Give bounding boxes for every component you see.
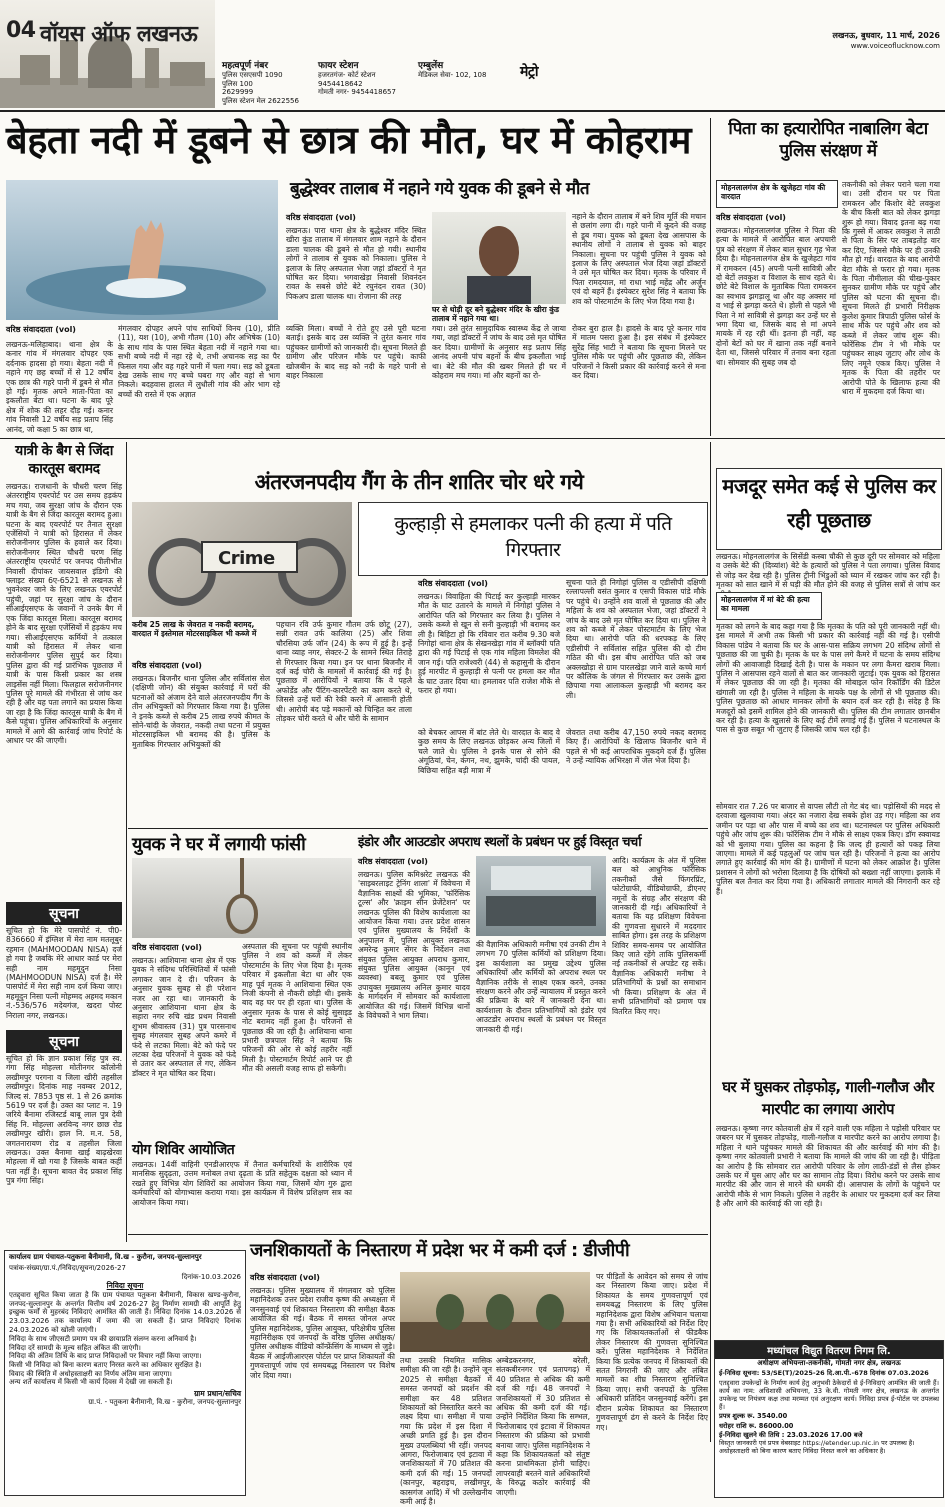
tender-left-subheader: पत्रांक-संख्या/ग्रा.पं./निविदा/सूचना/2026-27: [9, 1264, 126, 1272]
right-top-para-2: तकनीकी को लेकर पराने चला गया था। उसी दौरान घर पर पिता रामकरन और किशोर बेटे लवकुश के बीच किसी बात को लेकर झगड़ा शुरू हो गया। विवाद इतना बढ़ गया कि गुस्से में आकर लवकुश ने लाठी से पिता के सिर पर ताबड़तोड़ वार कर दिए, जिससे मौके पर ही उनकी मौत हो गई। वारदात के बाद आरोपी बेटा मौके से फरार हो गया। मृतक के पिता नौमीलाल की चीख-पुकार सुनकर ग्रामीण मौके पर पहुंचे और पुलिस को घटना की सूचना दी। सूचना मिलते ही प्रभारी निरीक्षक कुलेश कुमार त्रिपाठी पुलिस फोर्स के साथ मौके पर पहुंचे और शव को कब्जे में लेकर जांच शुरू की। फोरेंसिक टीम ने भी मौके पर पहुंचकर साक्ष्य जुटाए और लोथ के लिए नमूने एकत्र किए। पुलिस ने मृतक के पिता की तहरीर पर आरोपी पोते के खिलाफ हत्या की धारा में मुकदमा दर्ज किया था।: [842, 180, 940, 396]
gang-tail-2: जेवरात तथा करीब 47,150 रुपये नकद बरामद किए हैं। आरोपियों के खिलाफ बिजनौर थाने में पहले से भी कई आपराधिक मुकदमे दर्ज हैं। पुलिस ने उन्हें न्यायिक अभिरक्षा में जेल भेज दिया है।: [566, 728, 706, 766]
gang-photo: [132, 502, 352, 617]
paper-name: वॉयस ऑफ लखनऊ: [40, 22, 198, 47]
training-hall-photo: [476, 856, 606, 936]
tender-right-text: एतद्द्वारा उपकेन्द्रों के निर्माण कार्य हेतु अनुभवी ठेकेदारों से ई-निविदाएं आमंत्रित की जाती हैं। कार्य का नाम: अधिशासी अभियन्ता, 33 के.वी. गोमती नगर क्षेत्र, लखनऊ के अन्तर्गत उपकेन्द्र पर नियंत्रण कक्ष तथा मरम्मत एवं अनुरक्षण कार्य। निविदा प्रपत्र ई-पोर्टल पर उपलब्ध हैं।: [719, 1379, 939, 1411]
tender-right-ref: ई-निविदा सूचना: 53/SE(T)/2025-26 दि.आ.पी.-678 दिनांक 07.03.2026: [719, 1369, 929, 1377]
murder-story-box: [358, 502, 708, 576]
right-top-box-title-text: मोहनलालगंज क्षेत्र के खुजेहटा गांव की वारदात: [721, 183, 826, 201]
tender-right-box: [714, 1340, 944, 1498]
tender-right-office: अधीक्षण अभियन्ता-तकनीकी, गोमती नगर क्षेत्र, लखनऊ: [757, 1359, 901, 1367]
lead-para-3: व्यक्ति मिला। बच्चों ने रोते हुए उसे पूरी घटना बताई। इसके बाद उस व्यक्ति ने तुरंत कनार गांव पहुंचकर ग्रामीणों को जानकारी दी। सूचना मिलते ही ग्रामीण और परिजन मौके पर पहुंचे। काफी खोजबीन के बाद सड़ को नदी के गहरे पानी से बाहर निकाला: [286, 324, 426, 381]
suicide-headline: युवक ने घर में लगायी फांसी: [132, 834, 306, 855]
tender-right-end: ई-निविदा खुलने की तिथि : 23.03.2026 17.00 बजे: [719, 1431, 863, 1439]
right-column-divider-2: [710, 442, 711, 1442]
lead-para-5: रोकर बुरा हाल है। हादसे के बाद पूरे कनार गांव में मातम पसरा हुआ है। इस संबंध में इंस्पेक्टर सुरेंद्र सिंह भाटी ने बताया कि सूचना मिलने पर पुलिस मौके पर पहुंची और पूछताछ की, लेकिन परिजनों ने किसी प्रकार की कार्रवाई करने से मना कर दिया।: [572, 324, 706, 381]
right-bottom-headline: घर में घुसकर तोड़फोड़, गाली-गलौज और मारपीट का लगाया आरोप: [722, 1078, 934, 1118]
right-mid-headline: मजदूर समेत कई से पुलिस कर रही पूछताछ: [722, 474, 936, 532]
ambulance-number-1: मेडिकल सेवा- 102, 108: [418, 71, 487, 79]
lead-para-1: लखनऊ-मलिहाबाद। थाना क्षेत्र के कनार गांव में मंगलवार दोपहर एक दर्दनाक हादसा हो गया। बेहता नदी में नहाने गए छह बच्चों में से 12 वर्षीय एक छात्र की गहरे पानी में डूबने से मौत हो गई। मृतक अपने माता-पिता का इकलौता बेटा था। घटना के बाद पूरे क्षेत्र में शोक की लहर दौड़ गई। कनार गांव निवासी 12 वर्षीय सड़ प्रताप सिंह आनंद, जो कक्षा 5 का छात्र था,: [6, 340, 113, 434]
sub-photo: [432, 212, 566, 304]
right-bottom-text: लखनऊ। कृष्णा नगर कोतवाली क्षेत्र में रहने वाली एक महिला ने पड़ोसी परिवार पर जबरन घर में घुसकर तोड़फोड़, गाली-गलौज व मारपीट करने का आरोप लगाया है। महिला ने थाने पहुंचकर मामले की शिकायत की और कार्रवाई की मांग की है। कृष्णा नगर कोतवाली प्रभारी ने बताया कि मामले की जांच की जा रही है। पीड़िता का आरोप है कि सोमवार रात आरोपी परिवार के लोग लाठी-डंडों से लैस होकर उसके घर में घुस आए और घर का सामान तोड़ दिया। विरोध करने पर उसके साथ मारपीट की और जान से मारने की धमकी दी। आसपास के लोगों के पहुंचने पर आरोपी मौके से भाग निकले। पुलिस ने तहरीर के आधार पर मुकदमा दर्ज कर लिया है और आगे की कार्रवाई की जा रही है।: [716, 1124, 940, 1209]
right-mid-box-title: [716, 592, 822, 620]
dgp-photo: [400, 1272, 590, 1352]
right-top-byline: वरिष्ठ संवाददाता (vol): [716, 213, 786, 222]
tender-right-fee: प्रपत्र शुल्क रू. 3540.00: [719, 1412, 788, 1420]
tender-left-text: एतद्द्वारा सूचित किया जाता है कि ग्राम पंचायत पतुकना बैनीमानी, विकास खण्ड-कुरौना, जनपद-सुल्तानपुर के अन्तर्गत वित्तीय वर्ष 2026-27 हेतु निर्माण सामग्री की आपूर्ति हेतु इच्छुक फर्मों से मुहरबंद निविदाएं आमंत्रित की जाती हैं। निविदा दिनांक 14.03.2026 से 23.03.2026 तक कार्यालय में जमा की जा सकती हैं। प्राप्त निविदाएं दिनांक 24.03.2026 को खोली जाएंगी।: [9, 1291, 241, 1334]
tender-left-rule-1: निविदा के साथ जीएसटी प्रमाण पत्र की छायाप्रति संलग्न करना अनिवार्य है।: [9, 1335, 197, 1344]
dgp-text-2: तथा उसकी नियमित मासिक समीक्षा की जा रही है। उन्होंने जून 2025 से समीक्षा बैठकों में समस्त जनपदों को प्रदर्शन की समीक्षा कर 48 प्रतिशत शिकायतों को निस्तारित करने का लक्ष्य दिया था। समीक्षा में पाया गया कि प्रदेश में इस दिशा में अच्छी प्रगति हुई है। इस दौरान मुख्य उपलब्धियां भी रहीं। जनपद आगरा, फिरोजाबाद एवं इटावा में जनशिकायतों में 70 प्रतिशत की कमी दर्ज की गई। 15 जनपदों (कानपुर, बहराइच, लखीमपुर, कासगंज आदि) में भी उल्लेखनीय कमी आई है।: [400, 1356, 492, 1507]
fire-station-numbers: [318, 58, 408, 108]
ambulance-numbers: [418, 58, 508, 108]
murder-headline: कुल्हाड़ी से हमलाकर पत्नी की हत्या में पति गिरफ्तार: [394, 513, 672, 561]
right-top-box-title: [716, 180, 838, 208]
gang-text-2: पहचान रवि उर्फ कुमार गौतम उर्फ छोटू (27), सन्नी रावत उर्फ कालिया (25) और शिवा चौरसिया उर्फ जॉन (24) के रूप में हुई है। इन्हें थाना व्याह नगर, सेक्टर-2 के सामने स्थित तिराहे से गिरफ्तार किया गया। इन पर थाना बिजनौर में दर्ज कई चोरी के मामलों में कार्रवाई की गई है। पूछताछ में आरोपियों ने बताया कि वे पहले अफोर्डेड और पैंटिंग-कारपेंटरी का काम करते थे, जिससे उन्हें घरों की रेकी करने में आसानी होती थी। आरोपी बंद पड़े मकानों को चिन्हित कर ताला तोड़कर चोरी करते थे और चोरी के सामान: [276, 620, 412, 724]
gang-byline: वरिष्ठ संवाददाता (vol): [132, 661, 202, 670]
important-numbers: [222, 58, 307, 108]
tender-left-header: कार्यालय ग्राम पंचायत-पतुकना बैनीमानी, वि.ख - कुरौना, जनपद-सुल्तानपुर: [9, 1253, 202, 1261]
left-column-divider: [126, 442, 127, 1242]
lead-headline: बेहता नदी में डूबने से छात्र की मौत, घर में कोहराम: [6, 118, 691, 162]
yoga-headline: योग शिविर आयोजित: [132, 1142, 235, 1158]
fire-number-3: गोमती नगर- 9454418657: [318, 88, 396, 97]
tender-left-rule-4: किसी भी निविदा को बिना कारण बताए निरस्त करने का अधिकार सुरक्षित है।: [9, 1360, 202, 1369]
indoor-photo: [476, 856, 606, 936]
dgp-text-3: अम्बेडकरनगर, बरेली, संतकबीरनगर एवं प्रतापगढ़) में 40 प्रतिशत से अधिक की कमी दर्ज की गई। 48 जनपदों ने जनशिकायतों में 30 प्रतिशत से अधिक की कमी दर्ज की गई। उन्होंने निर्देशित किया कि सम्भल, फिरोजाबाद एवं इटावा में शिकायत निस्तारण की प्रक्रिया को प्रभावी बनाया जाए। पुलिस महानिदेशक ने कहा कि शिकायतकर्ता को संतुष्ट करना प्राथमिकता होनी चाहिए। लापरवाही बरतने वाले अधिकारियों के विरुद्ध कठोर कार्रवाई की जाएगी।: [496, 1356, 590, 1497]
important-number-4: पुलिस स्टेशन मेल 2622556: [222, 96, 299, 105]
dgp-text-1: लखनऊ। पुलिस मुख्यालय में मंगलवार को पुलिस महानिदेशक उत्तर प्रदेश राजीव कृष्ण की अध्यक्षता में जनसुनवाई एवं शिकायत निस्तारण की समीक्षा बैठक आयोजित की गई। बैठक में समस्त जोनल अपर पुलिस महानिदेशक, पुलिस आयुक्त, परिक्षेत्रीय पुलिस महानिरीक्षक एवं जनपदों के वरिष्ठ पुलिस अधीक्षक/पुलिस अधीक्षक वीडियो कॉन्फ्रेंसिंग के माध्यम से जुड़े। बैठक में आईजीआरएस पोर्टल पर प्राप्त शिकायतों की गुणवत्तापूर्ण जांच एवं समयबद्ध निस्तारण पर विशेष जोर दिया गया।: [250, 1286, 395, 1380]
sub-para-1: लखनऊ। पारा थाना क्षेत्र के बुद्धेश्वर मंदिर स्थित खीरा कुंड तालाब में मंगलवार शाम नहाने के दौरान डाला चालक की डूबने से मौत हो गयी। स्थानीय लोगों ने तालाब से युवक को निकाला। पुलिस ने इलाज के लिए अस्पताल भेजा जहां डॉक्टरों ने मृत घोषित कर दिया। भगवाखेड़ा निवासी शिवनंदन रावत के सबसे छोटे बेटे रघुनंदन रावत (30) पिकअप डाला चालक था। रोजाना की तरह: [286, 226, 426, 301]
meeting-photo: [400, 1272, 590, 1352]
lead-byline: वरिष्ठ संवाददाता (vol): [6, 325, 76, 334]
ambulance-label: एम्बुलेंस: [418, 61, 444, 71]
noose-illustration: [132, 858, 352, 938]
fire-number-2: 9454418642: [318, 79, 363, 88]
gang-tail-1: को बेचकर आपस में बांट लेते थे। वारदात के बाद वे कुछ समय के लिए लखनऊ छोड़कर अन्य जिलों में चले जाते थे। पुलिस ने इनके पास से सोने की अंगूठियां, चेन, कंगन, नथ, झुमके, चांदी की पायल, बिछिया सहित बड़ी मात्रा में: [418, 728, 560, 775]
cartridge-headline: यात्री के बैग से जिंदा कारतूस बरामद: [15, 443, 113, 477]
dateline: लखनऊ, बुधवार, 11 मार्च, 2026: [832, 31, 940, 40]
indoor-text-3: आदि। कार्यक्रम के अंत में पुलिस बल को आधुनिक फॉरेंसिक तकनीकों जैसे फिंगरप्रिंट, फोटोग्राफी, वीडियोग्राफी, डीएनए नमूनों के संग्रह और संरक्षण की जानकारी दी गई। अधिकारियों ने बताया कि यह प्रशिक्षण विवेचना की गुणवत्ता सुधारने में मददगार साबित होगा। इस तरह के प्रशिक्षण शिविर समय-समय पर आयोजित किए जाते रहेंगे ताकि पुलिसकर्मी नई तकनीकों से अपडेट रह सकें। वैज्ञानिक अधिकारी मनीषा ने प्रतिभागियों के प्रश्नों का समाधान भी किया। प्रशिक्षण के अंत में सभी प्रतिभागियों को प्रमाण पत्र वितरित किए गए।: [612, 856, 706, 1016]
tender-right-org: मध्यांचल विद्युत वितरण निगम लि.: [715, 1341, 943, 1359]
noose-photo: [132, 858, 352, 938]
gang-headline: अंतरजनपदीय गैंग के तीन शातिर चोर धरे गये: [254, 470, 584, 494]
tender-right-emd: धरोहर राशि रू. 86000.00: [719, 1422, 794, 1430]
portrait-photo: [432, 212, 566, 304]
lead-para-2: मंगलवार दोपहर अपने पांच साथियों विनय (10), प्रीति (11), यश (10), अभी गौतम (10) और अभिषेक (10) के साथ गांव के पास स्थित बेहता नदी में नहाने गया था। सभी बच्चे नदी में नहा रहे थे, तभी अचानक सड़ का पैर फिसल गया और वह गहरे पानी में चला गया। सड़ को डूबता देख उसके साथ गए बच्चे घबरा गए और वहां से भाग निकले। बदहवास हालत में लुधौली गांव की ओर भाग रहे बच्चों की रास्ते में एक अज्ञात: [118, 324, 280, 399]
tender-left-date: दिनांक-10.03.2026: [181, 1272, 241, 1281]
indoor-headline: इंडोर और आउटडोर अपराध स्थलों के प्रबंधन पर हुई विस्तृत चर्चा: [358, 835, 642, 850]
row2-rule: [128, 828, 708, 829]
notice-2-text: सूचित हो कि ज्ञान प्रकाश सिंह पुत्र स्व. गंगा सिंह मोहल्ला मोतीनगर कॉलोनी लखीमपुर परगना व जिला खीरी तहसील लखीमपुर। दिनांक माह नवम्बर 2012, जिल्द सं. 7853 पृष्ठ सं. 1 से 26 क्रमांक 5619 पर दर्ज है। उक्त का प्लाट न. 19 जरिये बैनामा रजिस्टर्ड बाबू लाल पुत्र देवी सिंह नि. मोहल्ला अरविन्द नगर छाछ रोड लखीमपुर खीरी। हाल नि. म.न. 58, जगतनारायण रोड व तहसील जिला लखनऊ। उक्त बैनामा खाई बाढ़खेरवा मोहल्ला में खो गया है जिसके बाबत कहीं पता नहीं है। सूचना बावत वेद प्रकाश सिंह पुत्र गंगा सिंह।: [6, 1054, 122, 1186]
lead-para-4: गया। उसे तुरंत सामुदायिक स्वास्थ्य केंद्र ले जाया गया, जहां डॉक्टरों ने जांच के बाद उसे मृत घोषित कर दिया। ग्रामीणों के अनुसार सड़ प्रताप सिंह आनंद अपनी पांच बहनों के बीच इकलौता भाई था। बेटे की मौत की खबर मिलते ही घर में कोहराम मच गया। मां और बहनों का रो-: [432, 324, 566, 381]
drowning-hand-illustration: [6, 180, 278, 320]
tender-left-rule-5: विवाद की स्थिति में अधोहस्ताक्षरी का निर्णय अंतिम माना जाएगा।: [9, 1369, 172, 1378]
page-number: 04: [6, 18, 36, 43]
right-mid-box-title-text: मोहनलालगंज में मां बेटे की हत्या का मामला: [721, 595, 810, 613]
tender-left-box: [4, 1250, 246, 1496]
tender-left-title: निविदा सूचना: [106, 1281, 144, 1291]
suicide-text-2: अस्पताल की सूचना पर पहुंची स्थानीय पुलिस ने शव को कब्जे में लेकर पोस्टमार्टम के लिए भेज दिया है। मृतक परिवार में इकलौता बेटा था और एक माह पूर्व मृतक ने आशियाना स्थित एक निजी कंपनी से नौकरी छोड़ी थी। इसके बाद वह घर पर ही रहता था। पुलिस के अनुसार मृतक के पास से कोई सुसाइड नोट बरामद नहीं हुआ है। परिजनों से पूछताछ की जा रही है। आशियाना थाना प्रभारी छत्रपाल सिंह ने बताया कि परिजनों की ओर से कोई तहरीर नहीं मिली है। पोस्टमार्टम रिपोर्ट आने पर ही मौत की असली वजह साफ हो सकेगी।: [242, 942, 352, 1074]
tender-left-rule-3: निविदा की अंतिम तिथि के बाद प्राप्त निविदाओं पर विचार नहीं किया जाएगा।: [9, 1352, 202, 1361]
tender-left-sig-2: ग्रा.पं. - पतुकना बैनीमानी, वि.ख - कुरौना, जनपद-सुल्तानपुर: [88, 1397, 241, 1406]
suicide-byline: वरिष्ठ संवाददाता (vol): [132, 943, 202, 952]
sub-byline: वरिष्ठ संवाददाता (vol): [286, 213, 356, 222]
section-name: मेट्रो: [520, 64, 539, 80]
notice-1-text: सूचित हो कि मेरे पासपोर्ट नं. पी0-836660 में इंग्लिश में मेरा नाम मतलूबुर रहमान (MAHMOODAN NISA) दर्ज हो गया है जबकि मेरे आधार कार्ड पर मेरा सही नाम महमूदुन निसा (MAHMOODUN NISA) दर्ज है। मेरे पासपोर्ट में मेरा सही नाम दर्ज किया जाए। महमूदुन निसा पत्नी मोहम्मद अहमद मकान नं.-536/576 मदेयगंज, खदरा पोस्ट निराला नगर, लखनऊ।: [6, 926, 122, 1020]
row1-rule: [0, 438, 945, 439]
right-mid-text-3: सोमवार रात 7.26 पर बाजार से वापस लौटी तो गेट बंद था। पड़ोसियों की मदद से दरवाजा खुलवाया गया। अंदर का नजारा देख सबके होश उड़ गए। महिला का शव जमीन पर पड़ा था और पास में बच्चे का शव था। घटनास्थल पर पुलिस अधिकारी पहुंचे और जांच शुरू की। फॉरेंसिक टीम ने मौके से साक्ष्य एकत्र किए। डॉग स्क्वायड को भी बुलाया गया। पुलिस का कहना है कि जल्द ही हत्यारों को पकड़ लिया जाएगा। मामले में कई पहलुओं पर जांच चल रही है। परिजनों ने हत्या का आरोप लगाते हुए कार्रवाई की मांग की है। ग्रामीणों में घटना को लेकर आक्रोश है। पुलिस प्रशासन ने लोगों को भरोसा दिलाया है कि दोषियों को बख्शा नहीं जाएगा। इलाके में पुलिस बल तैनात कर दिया गया है। अधिकारी लगातार मामले की निगरानी कर रहे हैं।: [716, 802, 940, 896]
tender-left-rule-2: निविदा दरें सामग्री के मूल्य सहित अंकित की जाएंगी।: [9, 1343, 141, 1352]
masthead-skyline: [0, 0, 215, 108]
dgp-text-4: पर पीड़ितों के आवेदन को समय से जांच कर निस्तारण किया जाए। प्रदेश में शिकायत के समय गुणवत्तापूर्ण एवं समयबद्ध निस्तारण के लिए पुलिस महानिदेशक द्वारा विशेष अभियान चलाया गया है। सभी अधिकारियों को निर्देश दिए गए कि शिकायतकर्ताओं से फीडबैक लेकर निस्तारण की गुणवत्ता सुनिश्चित करें। पुलिस महानिदेशक ने निर्देशित किया कि प्रत्येक जनपद में शिकायतों की सतत निगरानी की जाए और लंबित मामलों का शीघ्र निस्तारण सुनिश्चित किया जाए। सभी जनपदों के पुलिस अधिकारी प्रतिदिन जनसुनवाई करेंगे। इस दौरान प्रत्येक शिकायत का निस्तारण गुणवत्तापूर्ण ढंग से करने के निर्देश दिए गए।: [596, 1272, 708, 1432]
sub-photo-caption: घर से थोड़ी दूर बने बुद्धेश्वर मंदिर के खीरा कुंड तालाब में नहाने गया था।: [432, 305, 560, 323]
tender-left-sig-1: ग्राम प्रधान/सचिव: [194, 1388, 241, 1398]
dgp-headline: जनशिकायतों के निस्तारण में प्रदेश भर में कमी दर्ज : डीजीपी: [250, 1240, 630, 1261]
yoga-text: लखनऊ। 14वीं वाहिनी एनडीआरएफ में तैनात कर्मचारियों के शारीरिक एवं मानसिक सुदृढ़ता, उत्तम मनोबल तथा दृढ़ता के प्रति सहेतुक दक्षता को ध्यान में रखते हुए विभिन्न योग शिविरों का आयोजन किया गया, जिसमें योग गुरु द्वारा कर्मचारियों को योगाभ्यास कराया गया। इस कार्यक्रम में विशेष प्रशिक्षण सत्र का आयोजन किया गया।: [132, 1160, 352, 1207]
fire-label: फायर स्टेशन: [318, 61, 359, 71]
right-mid-headline-box: [716, 468, 942, 550]
row3-rule: [128, 1234, 708, 1235]
right-top-headline: पिता का हत्यारोपित नाबालिग बेटा पुलिस संरक्षण में: [728, 119, 928, 161]
important-number-1: पुलिस एसएसपी 1090: [222, 71, 283, 79]
murder-byline: वरिष्ठ संवाददाता (vol): [418, 579, 488, 588]
sub-para-2: नहाने के दौरान तालाब में बने शिव मूर्ति की मचान से छलांग लगा दी। गहरे पानी में कूदने की वजह से डूब गया। युवक को डूबता देख आसपास के स्थानीय लोगों ने तालाब से युवक को बाहर निकाला। सूचना पर पहुंची पुलिस ने युवक को इलाज के लिए अस्पताल भेज दिया जहां डॉक्टरों ने उसे मृत घोषित कर दिया। मृतक के परिवार में पिता रामदयाल, मां राधा भाई महेंद्र और अर्जुन एवं दो बहनें हैं। इंस्पेक्टर सुरेश सिंह ने बताया कि शव को पोस्टमार्टम के लिए भेज दिया गया है।: [572, 212, 706, 306]
indoor-text-1: लखनऊ। पुलिस कमिश्नरेट लखनऊ की 'साइबरलाइट ट्रेनिंग शाला' में विवेचना में वैज्ञानिक साक्ष्यों की भूमिका, 'फॉरेंसिक टूल्स' और 'क्राइम सीन प्रेजेंटेशन' पर लखनऊ पुलिस की विशेष कार्यशाला का आयोजन किया गया। उत्तर प्रदेश शासन एवं पुलिस मुख्यालय के निर्देशों के अनुपालन में, पुलिस आयुक्त लखनऊ अमरेन्द्र कुमार सेंगर के निर्देशन तथा संयुक्त पुलिस आयुक्त अपराध कुमार, संयुक्त पुलिस आयुक्त (कानून एवं व्यवस्था) बबलू कुमार एवं पुलिस उपायुक्त मुख्यालय अनिल कुमार यादव के मार्गदर्शन में सोमवार को कार्यशाला आयोजित की गई। जिसमें विभिन्न थानों के विवेचकों ने भाग लिया।: [358, 870, 470, 1021]
important-numbers-label: महत्वपूर्ण नंबर: [222, 61, 269, 71]
murder-text-2: सूचना पाते ही निगोहां पुलिस व एडीसीपी दक्षिणी रल्लापल्ली वसंत कुमार व एसपी विकास पांडे मौके पर पहुंचे थे। उन्होंने शव वालों से पूछताछ की और महिला के शव को अस्पताल भेजा, जहां डॉक्टरों ने जांच के बाद उसे मृत घोषित कर दिया था। पुलिस ने शव को कब्जे में लेकर पोस्टमार्टम के लिए भेज दिया था। आरोपी पति की धरपकड़ के लिए एडीसीपी ने सर्विलांस सहित पुलिस की दो टीम गठित की थी। इस बीच आरोपित पति को जब अक्लखोड़ा से ग्राम पारलखेड़ा जाने वाले कच्चे मार्ग पर कौलिक के जंगल से गिरफ्तार कर उसके द्वारा छिपाया गया आलाकत्ल कुल्हाड़ी भी बरामद कर ली।: [566, 578, 706, 700]
right-mid-text-1: लखनऊ। मोहनलालगंज के सिसेंडी कस्बा चौकी से कुछ दूरी पर सोमवार को महिला व उसके बेटे की (दिव्यांश) बेटे के हत्यारों को पुलिस ने पता लगाया। पुलिस विवाद से जोड़ कर देख रही है। पुलिस ट्रीनी भिंडुओं को घ्यान में रखकर जांच कर रही है। मृतका को सात खाने में से घड़ी की मौत होने की वजह से पुलिस सत्रों से जांच कर: [716, 552, 940, 590]
important-number-2: पुलिस 100: [222, 79, 253, 88]
sub-headline: बुद्धेश्वर तालाब में नहाने गये युवक की डूबने से मौत: [290, 179, 590, 199]
indoor-text-2: की वैज्ञानिक अधिकारी मनीषा एवं उनकी टीम ने लगभग 70 पुलिस कर्मियों को प्रशिक्षण दिया। इस कार्यशाला का प्रमुख उद्देश्य पुलिस अधिकारियों और कर्मियों को अपराध स्थल पर वैज्ञानिक तरीके से साक्ष्य एकत्र करने, उनका संरक्षण करने और उन्हें न्यायालय में प्रस्तुत करने की प्रक्रिया के बारे में जानकारी देना था। कार्यशाला के दौरान प्रतिभागियों को इंडोर एवं आउटडोर अपराध स्थलों के प्रबंधन पर विस्तृत जानकारी दी गई।: [476, 940, 606, 1034]
masthead: [0, 0, 945, 110]
right-mid-text-2: मृतका को लगने के बाद कहा गया है कि मृतका के पति को पूरी जानकारी नहीं थी। इस मामले में अभी तक किसी भी प्रकार की कार्रवाई नहीं की गई है। एसीपी विकास पांडेय ने बताया कि घर के आस-पास सक्रिय लगभग 20 संदिग्ध लोगों से पूछताछ की जा चुकी है। मृतक के घर के पास लगे कैमरे में घटना के समय संदिग्ध लोगों की आवाजाही दिखाई देती है। पास के मकान पर लगा कैमरा खराब मिला। पुलिस ने आसपास रहने वालों से बात कर जानकारी जुटाई। एक युवक को हिरासत में लेकर पूछताछ की जा रही है। मृतका की मोबाइल फोन रिकॉर्डिंग की डिटेल खंगाली जा रही है। पुलिस ने महिला के मायके पक्ष के लोगों से भी पूछताछ की। पुलिस पूछताछ को आधार मानकर लोगों के बयान दर्ज कर रही है। संदेह है कि मजदूरों को इसमें शामिल होने की जानकारी थी। पुलिस की टीम लगातार छानबीन कर रही है। हत्या के खुलासे के लिए कई टीमें लगाई गई हैं। पुलिस ने घटनास्थल के पास से कुछ सबूत भी जुटाए हैं जिसकी जांच चल रही है।: [716, 622, 940, 735]
gang-photo-label: Crime: [218, 548, 275, 569]
important-number-3: 2629999: [222, 88, 254, 97]
suicide-text-1: लखनऊ। आशियाना थाना क्षेत्र में एक युवक ने संदिग्ध परिस्थितियों में फांसी लगाकर जान दे दी। परिजन के अनुसार युवक सुबह से ही परेशान नजर आ रहा था। जानकारी के अनुसार आशियाना थाना क्षेत्र के सहारा नगर रुचि खंड प्रथम निवासी शुभम श्रीवास्तव (31) पुत्र पारसनाथ सुबह मंगलवार सुबह अपने कमरे में फंदे से लटका मिला। बेटे को फंदे पर लटका देख परिजनों ने युवक को फंदे से उतार कर अस्पताल ले गए, लेकिन डॉक्टर ने मृत घोषित कर दिया।: [132, 956, 236, 1078]
notice-1-title: सूचना: [6, 902, 122, 925]
drowning-photo: [6, 180, 278, 320]
cartridge-text: लखनऊ। राजधानी के चौधरी चरण सिंह अंतरराष्ट्रीय एयरपोर्ट पर उस समय हड़कंप मच गया, जब सुरक्षा जांच के दौरान एक यात्री के बैग से जिंदा कारतूस बरामद हुआ। घटना के बाद एयरपोर्ट पर तैनात सुरक्षा एजेंसियों ने यात्री को हिरासत में लेकर सरोजनीनगर पुलिस के हवाले कर दिया। सरोजनीनगर स्थित चौधरी चरण सिंह अंतरराष्ट्रीय एयरपोर्ट पर जनपद पीलीभीत निवासी दीपांकर जायसवाल इंडिगो की फ्लाइट संख्या 6ए-6521 से लखनऊ से भुवनेश्वर जाने के लिए लखनऊ एयरपोर्ट पहुंची, जहां पर सुरक्षा जांच के दौरान सीआईएसएफ के जवानों ने उनके बैग में एक जिंदा कारतूस मिला। कारतूस बरामद होने के बाद सुरक्षा एजेंसियों में हड़कंप मच गया। सीआईएसएफ कर्मियों ने तत्काल यात्री को हिरासत में लेकर थाना सरोजनीनगर पुलिस सुपुर्द कर दिया। पुलिस द्वारा की गई प्रारंभिक पूछताछ में यात्री के पास किसी प्रकार का शस्त्र लाइसेंस नहीं मिला। फिलहाल सरोजनीनगर पुलिस पूरे मामले की गंभीरता से जांच कर रही है और यह पता लगाने का प्रयास किया जा रहा है कि जिंदा कारतूस यात्री के बैग में कैसे पहुंचा। पुलिस अधिकारियों के अनुसार मामले में आगे की कार्रवाई जांच रिपोर्ट के आधार पर की जाएगी।: [6, 482, 122, 745]
gang-photo-caption: करीब 25 लाख के जेवरात व नकदी बरामद, वारदात में इस्तेमाल मोटरसाइकिल भी कब्जे में: [132, 620, 257, 638]
right-top-para-1: लखनऊ। मोहनलालगंज पुलिस ने पिता की हत्या के मामले में आरोपित बाल अपचारी पुत्र को संरक्षण में लेकर बाल सुधार गृह भेज दिया है। मोहनलालगंज क्षेत्र के खुजेहटा गांव में रामकरन (45) अपनी पत्नी सावित्री और दो बेटों लवकुश व विशाल के साथ रहते थे। छोटे बेटे विशाल के मुताबिक पिता रामकरन का स्वभाव झगड़ालू था और वह अक्सर मां व भाई से झगड़ा करते थे। होली से पहले भी पिता ने मां सावित्री से झगड़ा कर उन्हें घर से भगा दिया था, जिसके बाद से मां अपने मायके में रह रही थीं। इतना ही नहीं, वह दोनों बेटों को घर में खाना तक नहीं बनाने देता था, जिससे परिवार में तनाव बना रहता था। सोमवार की सुबह जब दो: [716, 226, 836, 367]
dgp-byline: वरिष्ठ संवाददाता (vol): [250, 1273, 320, 1282]
gang-text-1: लखनऊ। बिजनौर थाना पुलिस और सर्विलांस सेल (दक्षिणी जोन) की संयुक्त कार्रवाई में घरों की घटनाओं को अंजाम देने वाले अंतरजनपदीय गैंग के तीन अभियुक्तों को गिरफ्तार किया गया है। पुलिस ने इनके कब्जे से करीब 25 लाख रुपये कीमत के सोने-चांदी के जेवरात, नकदी तथा घटना में प्रयुक्त मोटरसाइकिल भी बरामद की है। पुलिस के मुताबिक गिरफ्तार अभियुक्तों की: [132, 674, 270, 749]
tender-left-rule-6: अन्य शर्तें कार्यालय में किसी भी कार्य दिवस में देखी जा सकती हैं।: [9, 1378, 173, 1387]
website: www.voiceoflucknow.com: [850, 42, 940, 50]
notice-2-title: सूचना: [6, 1030, 122, 1053]
murder-text-1: लखनऊ। विवाहिता की पिटाई कर कुल्हाड़ी मारकर मौत के घाट उतारने के मामले में निगोहां पुलिस ने आरोपित पति को गिरफ्तार कर लिया है। पुलिस ने उसके कब्जे से खून से सनी कुल्हाड़ी भी बरामद कर ली है। बिहिटा हो कि रविवार रात करीब 9.30 बजे निगोहां थाना क्षेत्र के सेखनखेड़ा गांव में ब्लॉक्पी पति द्वारा की गई पिटाई से एक गांव महिला विमलेश की जान गई। पति राजेश्वरी (44) से कहासुनी के दौरान हुई मारपीट में कुल्हाड़ी से पत्नी पर हमला कर मौत के घाट उतार दिया था। हमलावर पति राजेश मौके से फरार हो गया।: [418, 592, 560, 696]
indoor-byline: वरिष्ठ संवाददाता (vol): [358, 857, 428, 866]
skyline-graphic: [0, 0, 215, 108]
tender-right-footer: विस्तृत जानकारी एवं प्रपत्र वेबसाइट https://etender.up.nic.in पर उपलब्ध है। अधोहस्ताक्षरी को बिना कारण बताए निविदा निरस्त करने का अधिकार है।: [719, 1439, 915, 1455]
masthead-rule: [0, 110, 945, 112]
fire-number-1: हजरतगंज- कोर्ट स्टेशन: [318, 71, 376, 79]
right-column-divider: [710, 118, 711, 436]
